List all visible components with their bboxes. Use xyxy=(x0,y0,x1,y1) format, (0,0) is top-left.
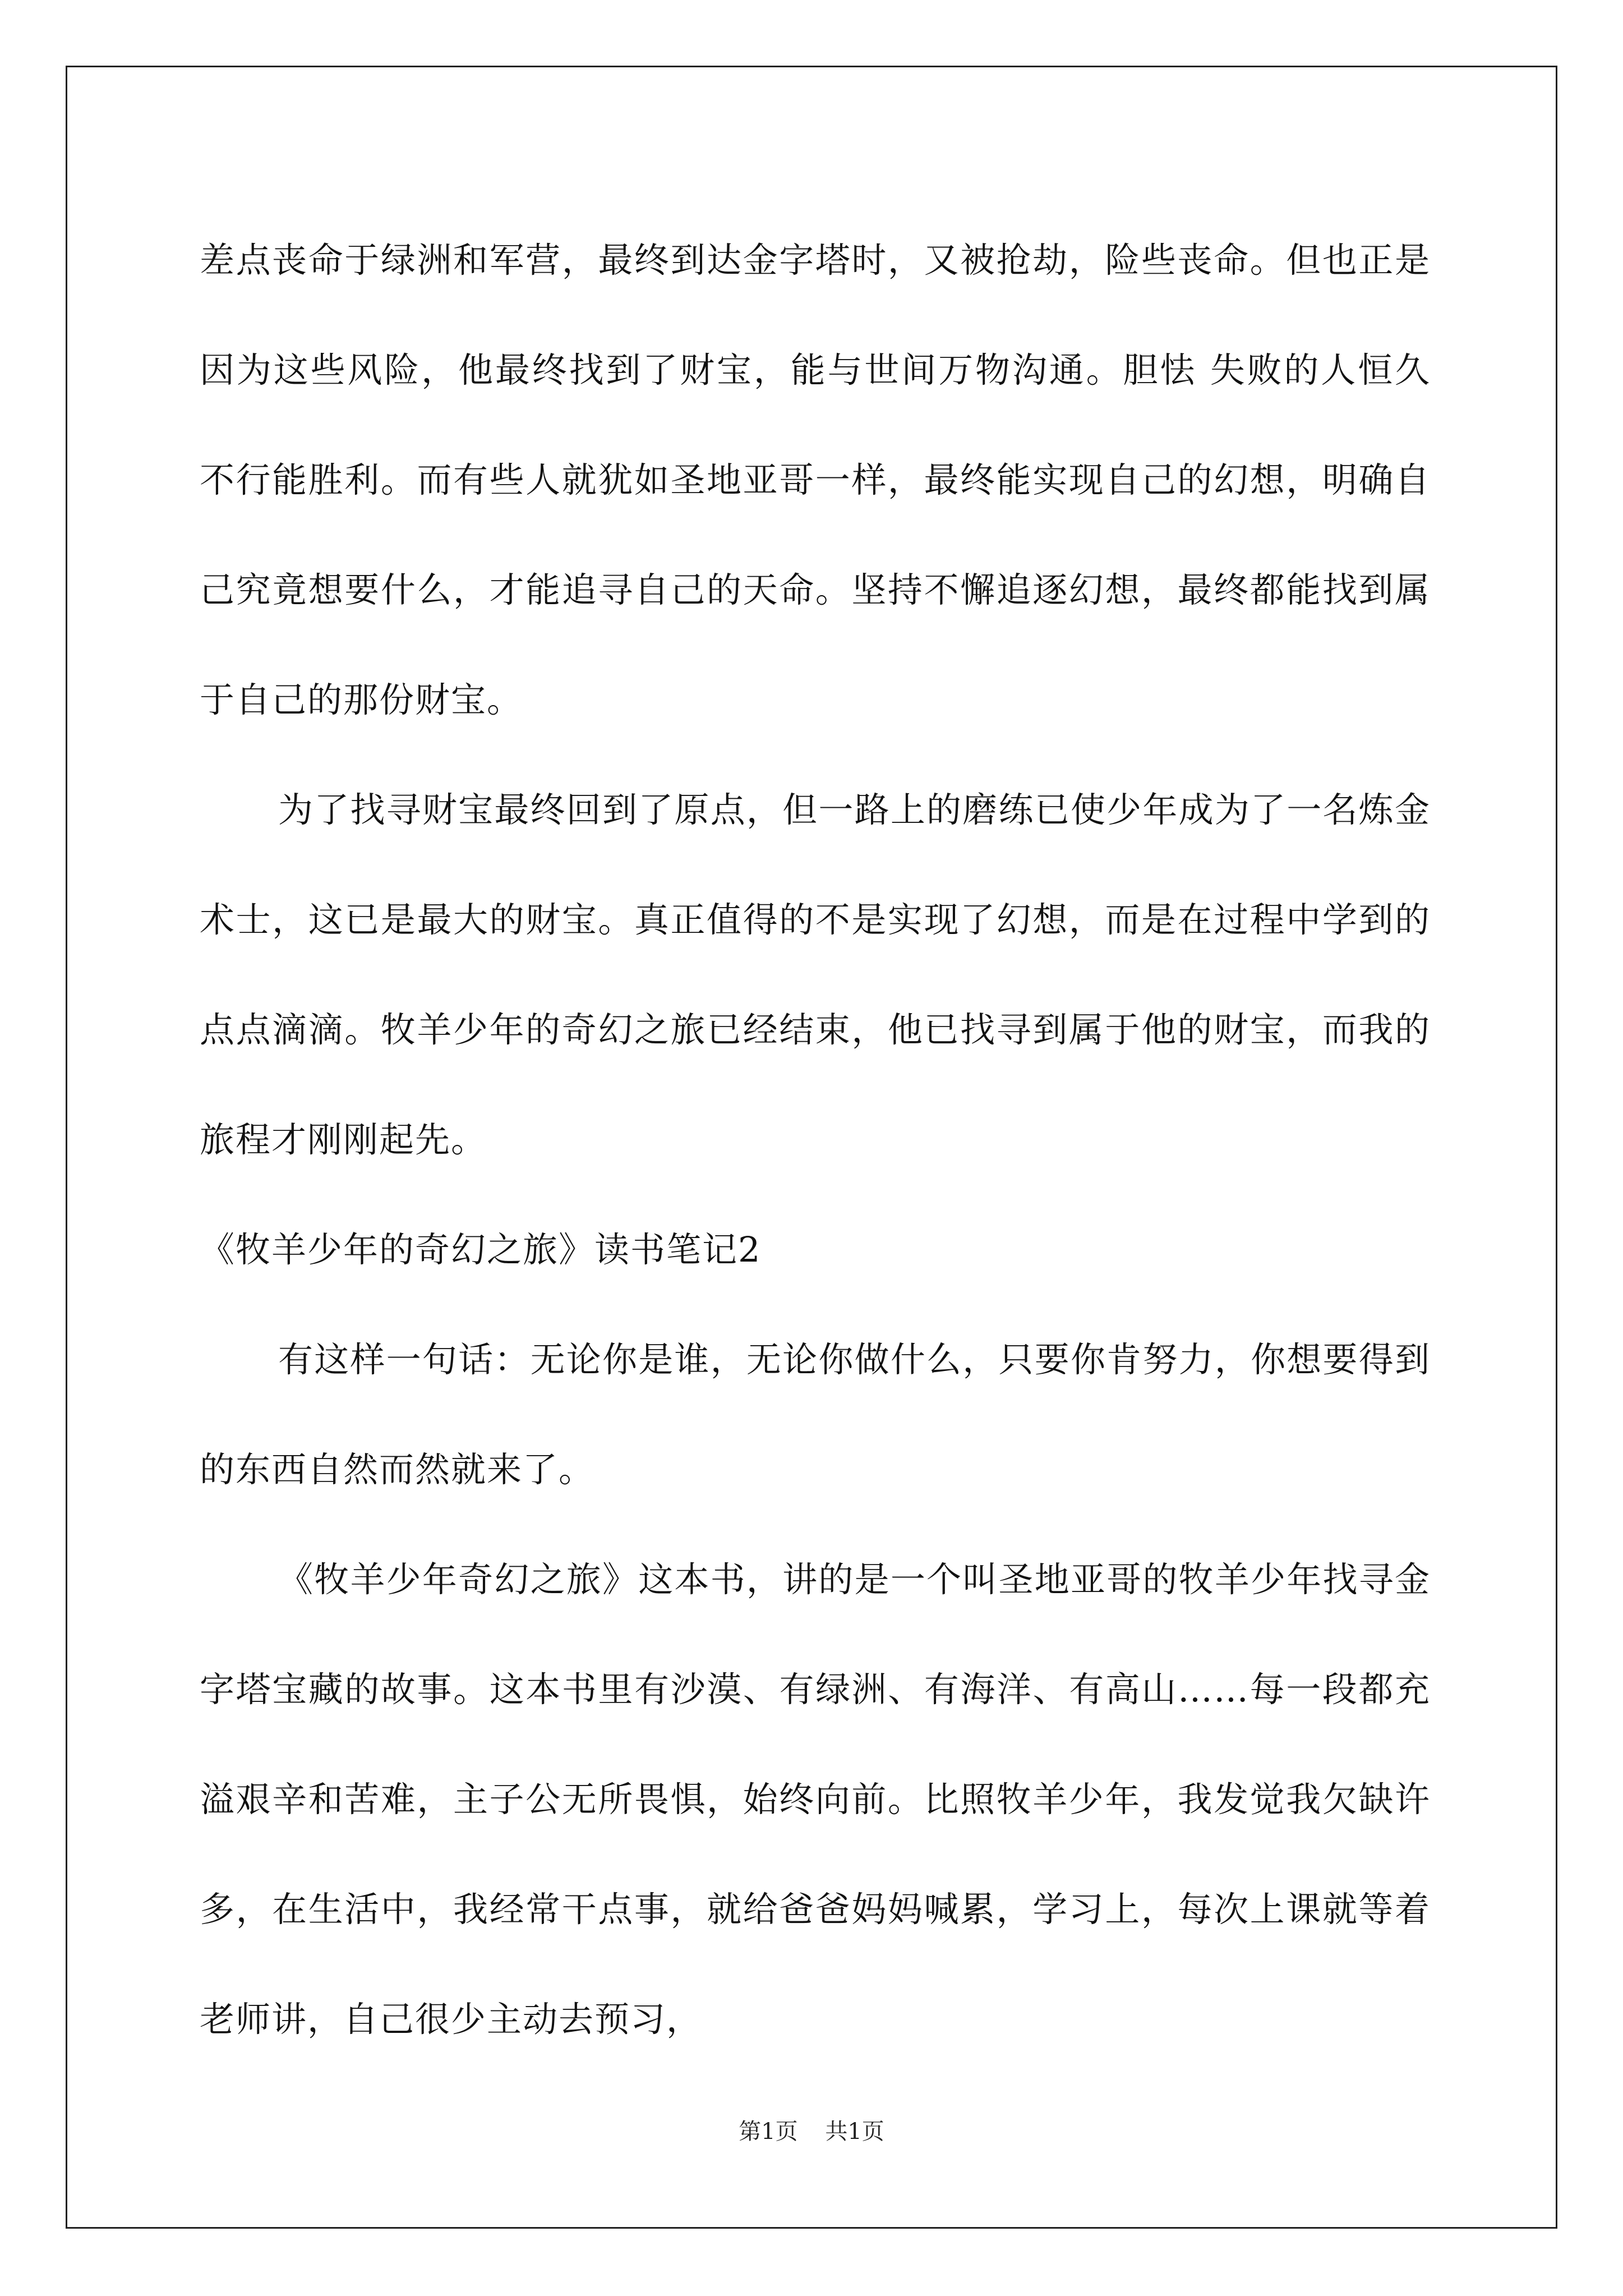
page-total: 共1页 xyxy=(825,2119,884,2145)
page-number: 第1页 xyxy=(739,2119,798,2145)
paragraph: 《牧羊少年奇幻之旅》这本书，讲的是一个叫圣地亚哥的牧羊少年找寻金字塔宝藏的故事。这本书里有沙漠、有绿洲、有海洋、有高山……每一段都充溢艰辛和苦难，主子公无所畏惧，始终向前。比照牧羊少年，我发觉我欠缺许多，在生活中，我经常干点事，就给爸爸妈妈喊累，学习上，每次上课就等着老师讲，自己很少主动去预习， xyxy=(200,1559,1431,2040)
paragraph: 有这样一句话：无论你是谁，无论你做什么，只要你肯努力，你想要得到的东西自然而然就来了。 xyxy=(200,1339,1431,1490)
section-heading: 《牧羊少年的奇幻之旅》读书笔记2 xyxy=(200,1229,762,1270)
paragraph: 差点丧命于绿洲和军营，最终到达金字塔时，又被抢劫，险些丧命。但也正是因为这些风险，他最终找到了财宝，能与世间万物沟通。胆怯 失败的人恒久不行能胜利。而有些人就犹如圣地亚哥一样，最终能实现自己的幻想，明确自己究竟想要什么，才能追寻自己的天命。坚持不懈追逐幻想，最终都能找到属于自己的那份财宝。 xyxy=(200,240,1431,720)
page-footer xyxy=(0,2115,1623,2148)
document-body xyxy=(200,205,1431,2074)
paragraph: 为了找寻财宝最终回到了原点，但一路上的磨练已使少年成为了一名炼金术士，这已是最大的财宝。真正值得的不是实现了幻想，而是在过程中学到的点点滴滴。牧羊少年的奇幻之旅已经结束，他已找寻到属于他的财宝，而我的旅程才刚刚起先。 xyxy=(200,789,1431,1160)
